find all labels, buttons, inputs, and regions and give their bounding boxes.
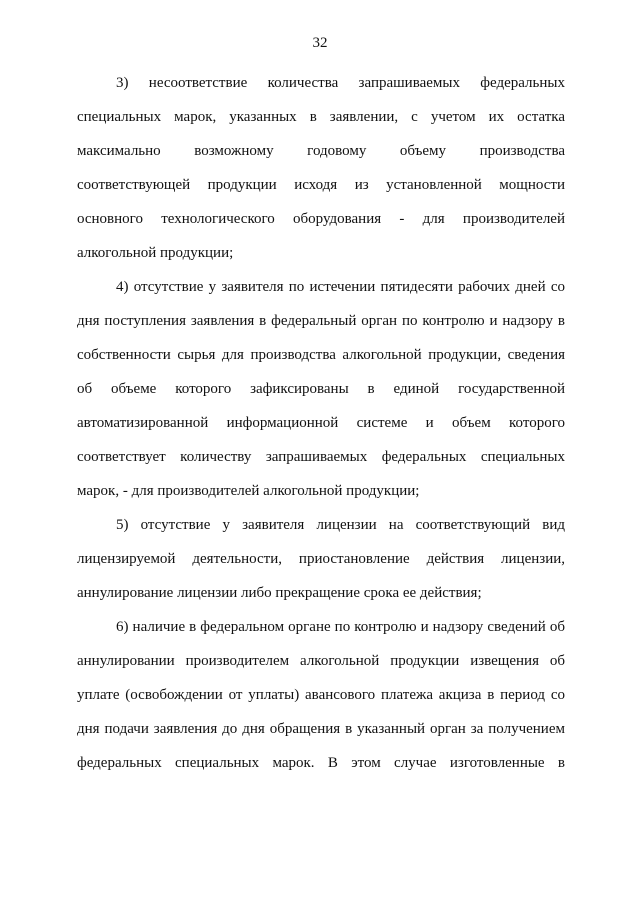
text-line: лицензируемой деятельности, приостановление действия лицензии, <box>77 551 565 567</box>
text-line: 4) отсутствие у заявителя по истечении пятидесяти рабочих дней со <box>116 279 565 295</box>
text-line: соответствует количеству запрашиваемых федеральных специальных <box>77 449 565 465</box>
text-line: дня подачи заявления до дня обращения в указанный орган за получением <box>77 721 565 737</box>
text-line: федеральных специальных марок. В этом случае изготовленные в <box>77 755 565 771</box>
text-line: марок, - для производителей алкогольной продукции; <box>77 483 420 499</box>
document-body <box>77 66 565 780</box>
text-line: 3) несоответствие количества запрашиваемых федеральных <box>116 75 565 91</box>
paragraph-item-6 <box>77 610 565 780</box>
text-line: основного технологического оборудования - для производителей <box>77 211 565 227</box>
text-line: об объеме которого зафиксированы в единой государственной <box>77 381 565 397</box>
text-line: 5) отсутствие у заявителя лицензии на соответствующий вид <box>116 517 565 533</box>
text-line: аннулирование лицензии либо прекращение срока ее действия; <box>77 585 482 601</box>
text-line: максимально возможному годовому объему производства <box>77 143 565 159</box>
paragraph-item-4 <box>77 270 565 508</box>
paragraph-item-5 <box>77 508 565 610</box>
text-line: соответствующей продукции исходя из установленной мощности <box>77 177 565 193</box>
text-line: 6) наличие в федеральном органе по контролю и надзору сведений об <box>116 619 565 635</box>
text-line: уплате (освобождении от уплаты) авансового платежа акциза в период со <box>77 687 565 703</box>
text-line: автоматизированной информационной системе и объем которого <box>77 415 565 431</box>
text-line: алкогольной продукции; <box>77 245 234 261</box>
page-number: 32 <box>312 35 328 51</box>
text-line: аннулировании производителем алкогольной продукции извещения об <box>77 653 565 669</box>
text-line: специальных марок, указанных в заявлении, с учетом их остатка <box>77 109 565 125</box>
paragraph-item-3 <box>77 66 565 270</box>
text-line: дня поступления заявления в федеральный орган по контролю и надзору в <box>77 313 565 329</box>
text-line: собственности сырья для производства алкогольной продукции, сведения <box>77 347 565 363</box>
